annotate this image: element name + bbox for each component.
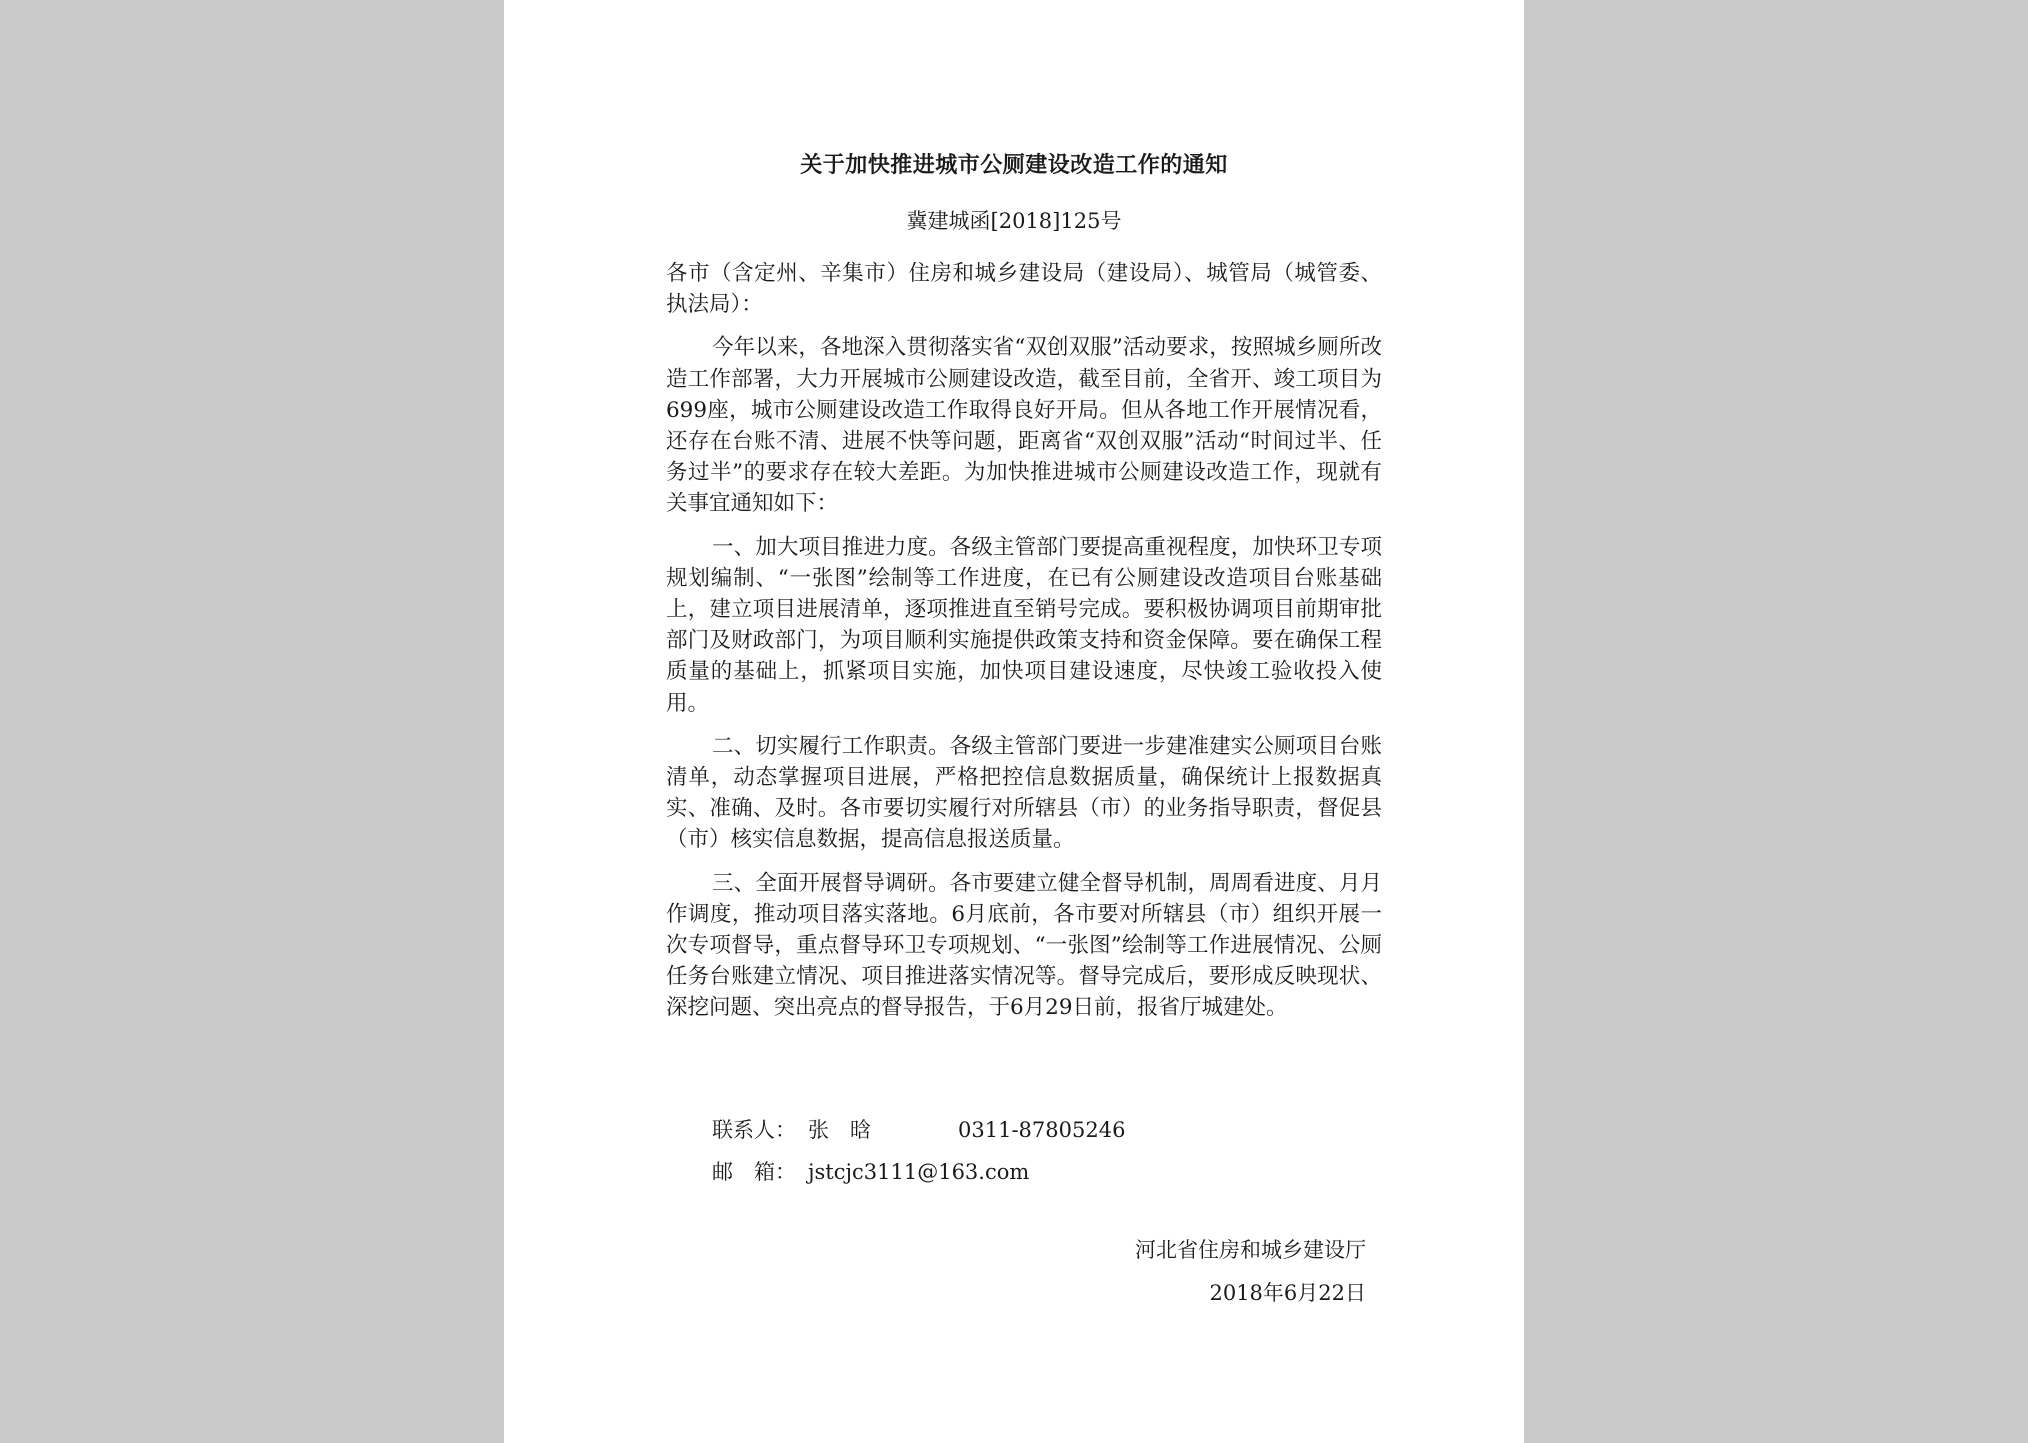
contact-email-line (712, 1156, 1029, 1186)
contact-phone: 0311-87805246 (958, 1118, 1126, 1142)
document-number: 冀建城函[2018]125号 (906, 209, 1122, 233)
signature-date: 2018年6月22日 (1209, 1281, 1366, 1305)
signature-organization: 河北省住房和城乡建设厅 (1135, 1238, 1366, 1262)
document-page (504, 0, 1524, 1443)
paragraph-item-3: 三、全面开展督导调研。各市要建立健全督导机制，周周看进度、月月作调度，推动项目落实落地。6月底前，各市要对所辖县（市）组织开展一次专项督导，重点督导环卫专项规划、“一张图”绘制等工作进展情况、公厕任务台账建立情况、项目推进落实情况等。督导完成后，要形成反映现状、深挖问题、突出亮点的督导报告，于6月29日前，报省厅城建处。 (666, 870, 1382, 1021)
addressee: 各市（含定州、辛集市）住房和城乡建设局（建设局）、城管局（城管委、执法局）： (666, 261, 1382, 318)
contact-email: jstcjc3111@163.com (808, 1160, 1030, 1184)
contact-person-label: 联系人： (712, 1118, 796, 1142)
document-body (666, 258, 1382, 1024)
paragraph-intro: 今年以来，各地深入贯彻落实省“双创双服”活动要求，按照城乡厕所改造工作部署，大力开展城市公厕建设改造，截至目前，全省开、竣工项目为699座，城市公厕建设改造工作取得良好开局。但从各地工作开展情况看，还存在台账不清、进展不快等问题，距离省“双创双服”活动“时间过半、任务过半”的要求存在较大差距。为加快推进城市公厕建设改造工作，现就有关事宜通知如下： (666, 335, 1382, 517)
contact-person-line (712, 1114, 1125, 1144)
contact-person-name: 张 晗 (808, 1118, 871, 1142)
document-title: 关于加快推进城市公厕建设改造工作的通知 (800, 152, 1228, 178)
contact-email-label: 邮 箱： (712, 1160, 796, 1184)
paragraph-item-2: 二、切实履行工作职责。各级主管部门要进一步建准建实公厕项目台账清单，动态掌握项目进展，严格把控信息数据质量，确保统计上报数据真实、准确、及时。各市要切实履行对所辖县（市）的业务指导职责，督促县（市）核实信息数据，提高信息报送质量。 (666, 733, 1382, 853)
paragraph-item-1: 一、加大项目推进力度。各级主管部门要提高重视程度，加快环卫专项规划编制、“一张图”绘制等工作进度，在已有公厕建设改造项目台账基础上，建立项目进展清单，逐项推进直至销号完成。要积极协调项目前期审批部门及财政部门，为项目顺利实施提供政策支持和资金保障。要在确保工程质量的基础上，抓紧项目实施，加快项目建设速度，尽快竣工验收投入使用。 (666, 534, 1382, 716)
